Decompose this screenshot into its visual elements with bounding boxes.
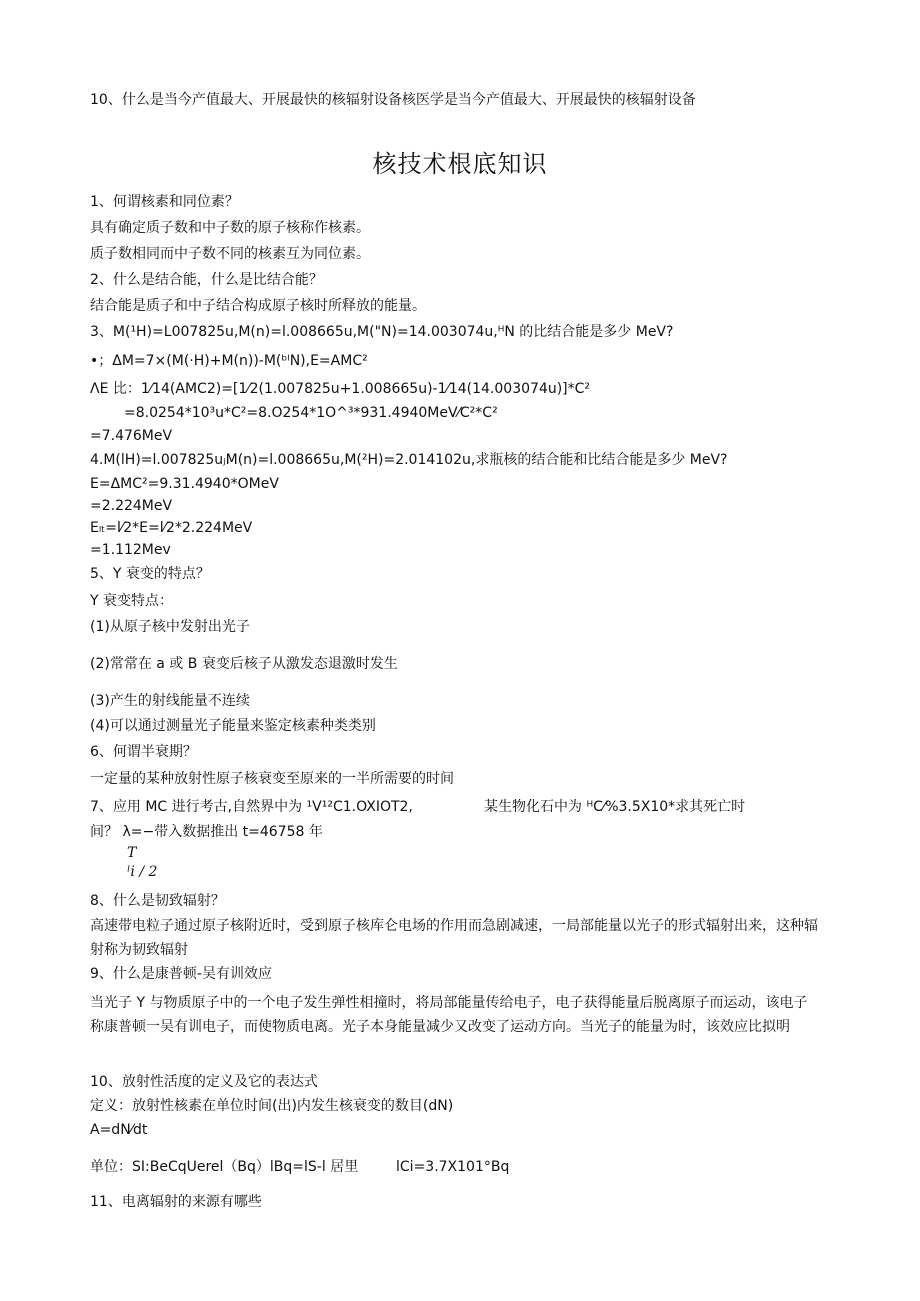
a5-item1: (1)从原子核中发射出光子 (90, 619, 250, 635)
q7-part1: 7、应用 MC 进行考古,自然界中为 ¹V¹²C1.OXIOT2, (90, 799, 413, 815)
a5-item2: (2)常常在 a 或 B 衰变后核子从激发态退激时发生 (90, 656, 398, 672)
header-line: 10、什么是当今产值最大、开展最快的核辐射设备核医学是当今产值最大、开展最快的核辐射设备 (90, 92, 696, 108)
q10: 10、放射性活度的定义及它的表达式 (90, 1074, 318, 1090)
a5-heading: Y 衰变特点： (90, 593, 174, 609)
q5: 5、Y 衰变的特点？ (90, 566, 210, 582)
page-title: 核技术根底知识 (372, 150, 548, 178)
a3-line4: =7.476MeV (90, 428, 173, 444)
q9: 9、什么是康普顿-吴有训效应 (90, 966, 272, 982)
a8: 高速带电粒子通过原子核附近时，受到原子核库仑电场的作用而急剧减速，一局部能量以光子的形式辐射出来，这种辐射称为韧致辐射 (90, 918, 818, 958)
a10-definition: 定义：放射性核素在单位时间(出)内发生核衰变的数目(dN) (90, 1098, 454, 1114)
a10-units: 单位：SI:BeCqUerel（Bq）lBq=lS-l 居里 (90, 1159, 359, 1175)
q6: 6、何谓半衰期？ (90, 744, 197, 760)
q3: 3、M(¹H)=L007825u,M(n)=l.008665u,M("N)=14.003074u,ᴴN 的比结合能是多少 MeV? (90, 324, 674, 340)
a5-item4: (4)可以通过测量光子能量来鉴定核素种类类别 (90, 718, 376, 734)
a2: 结合能是质子和中子结合构成原子核时所释放的能量。 (90, 298, 426, 314)
formula-t: T (127, 845, 137, 861)
a9: 当光子 Y 与物质原子中的一个电子发生弹性相撞时，将局部能量传给电子，电子获得能量后脱离原子而运动，该电子称康普顿一吴有训电子，而使物质电离。光子本身能量减少又改变了运动方向。当光子的能量为时，该效应比拟明 (90, 995, 808, 1035)
q7-part3: 间？ λ=−带入数据推出 t=46758 年 (90, 824, 323, 840)
a1-line1: 具有确定质子数和中子数的原子核称作核素。 (90, 220, 370, 236)
formula-half: ˡi / 2 (127, 864, 158, 880)
q8: 8、什么是韧致辐射？ (90, 893, 225, 909)
a4-line1: E=ΔMC²=9.31.4940*OMeV (90, 476, 279, 492)
a10-curie: lCi=3.7X101°Bq (396, 1159, 510, 1175)
a4-line3: Eₗₜ=l⁄2*E=l⁄2*2.224MeV (90, 520, 253, 536)
a3-line2: ΛE 比：1⁄14(AMC2)=[1⁄2(1.007825u+1.008665u)-1⁄14(14.003074u)]*C² (90, 381, 591, 397)
a4-line4: =1.112Mev (90, 542, 171, 558)
a4-line2: =2.224MeV (90, 498, 173, 514)
a6: 一定量的某种放射性原子核衰变至原来的一半所需要的时间 (90, 771, 454, 787)
a3-line1: •；ΔM=7×(M(·H)+M(n))-M(ᵇˡN),E=AMC² (90, 353, 368, 369)
a3-line3: =8.0254*10³u*C²=8.O254*1O^³*931.4940MeV⁄C²*C² (124, 405, 498, 421)
q4: 4.M(lH)=l.007825uⱼM(n)=l.008665u,M(²H)=2.014102u,求瓶核的结合能和比结合能是多少 MeV? (90, 452, 728, 468)
q2: 2、什么是结合能，什么是比结合能？ (90, 272, 323, 288)
q7-part2: 某生物化石中为 ᴴC⁄%3.5X10*求其死亡时 (484, 799, 746, 815)
a5-item3: (3)产生的射线能量不连续 (90, 693, 250, 709)
q1: 1、何谓核素和同位素？ (90, 194, 239, 210)
a1-line2: 质子数相同而中子数不同的核素互为同位素。 (90, 246, 370, 262)
a10-formula: A=dN⁄dt (90, 1122, 148, 1138)
q11: 11、电离辐射的来源有哪些 (90, 1194, 262, 1210)
